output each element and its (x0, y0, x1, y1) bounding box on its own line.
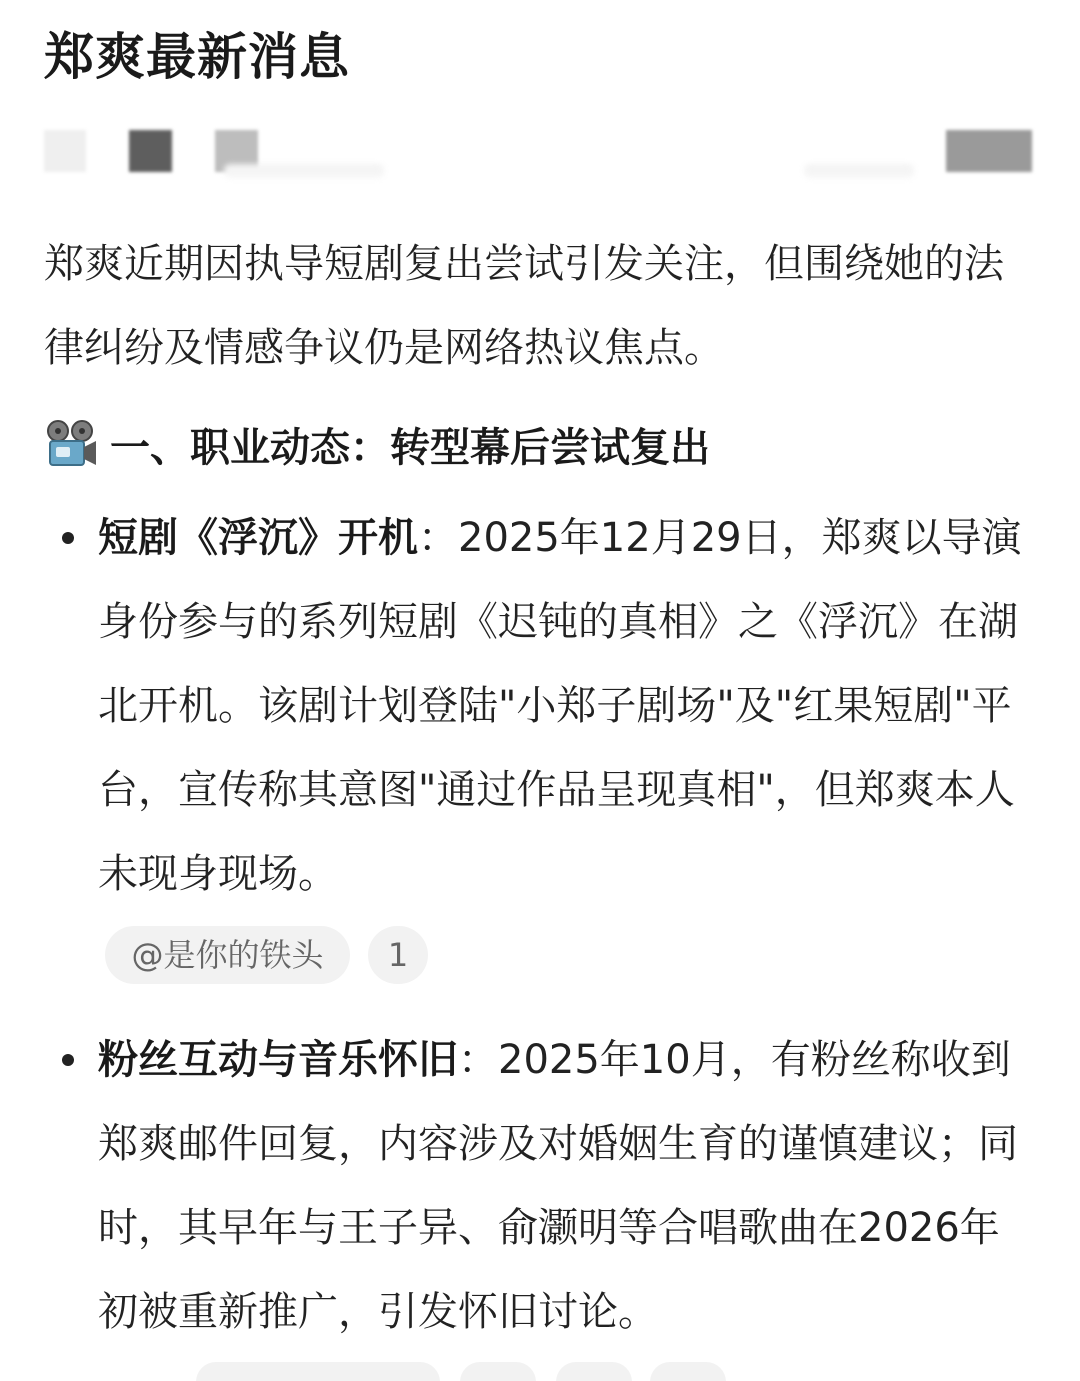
item-text: ：2025年10月，有粉丝称收到郑爽邮件回复，内容涉及对婚姻生育的谨慎建议；同时，其早年与王子异、俞灏明等合唱歌曲在2026年初被重新推广，引发怀旧讨论。 (98, 1037, 1018, 1335)
section-heading (44, 404, 710, 484)
bullet-dot (62, 532, 74, 544)
source-thumbnail[interactable] (946, 130, 1032, 172)
source-thumbnail[interactable] (44, 130, 86, 172)
bullet-dot (62, 1054, 74, 1066)
source-caption (804, 164, 914, 178)
list-item (98, 496, 1033, 916)
citation-count-chip[interactable] (460, 1362, 536, 1381)
film-projector-icon (44, 419, 98, 469)
citation-count-chip[interactable]: 1 (368, 926, 428, 984)
intro-paragraph: 郑爽近期因执导短剧复出尝试引发关注，但围绕她的法律纠纷及情感争议仍是网络热议焦点。 (44, 241, 1004, 371)
list-item (98, 1018, 1033, 1354)
item-label: 短剧《浮沉》开机 (98, 515, 418, 561)
source-cards-row[interactable] (44, 128, 1034, 178)
source-thumbnail[interactable] (129, 130, 172, 172)
item-label: 粉丝互动与音乐怀旧 (98, 1037, 458, 1083)
source-chip[interactable]: @是你的铁头 (105, 926, 350, 984)
section-heading-text: 一、职业动态：转型幕后尝试复出 (110, 424, 710, 471)
citation-count-chip[interactable] (650, 1362, 726, 1381)
page-title: 郑爽最新消息 (44, 28, 350, 86)
item-text: ：2025年12月29日，郑爽以导演身份参与的系列短剧《迟钝的真相》之《浮沉》在湖北开机。该剧计划登陆"小郑子剧场"及"红果短剧"平台，宣传称其意图"通过作品呈现真相"，但郑爽本人未现身现场。 (98, 515, 1022, 897)
source-chip[interactable] (196, 1362, 440, 1381)
source-caption (224, 164, 384, 178)
citation-count-chip[interactable] (556, 1362, 632, 1381)
